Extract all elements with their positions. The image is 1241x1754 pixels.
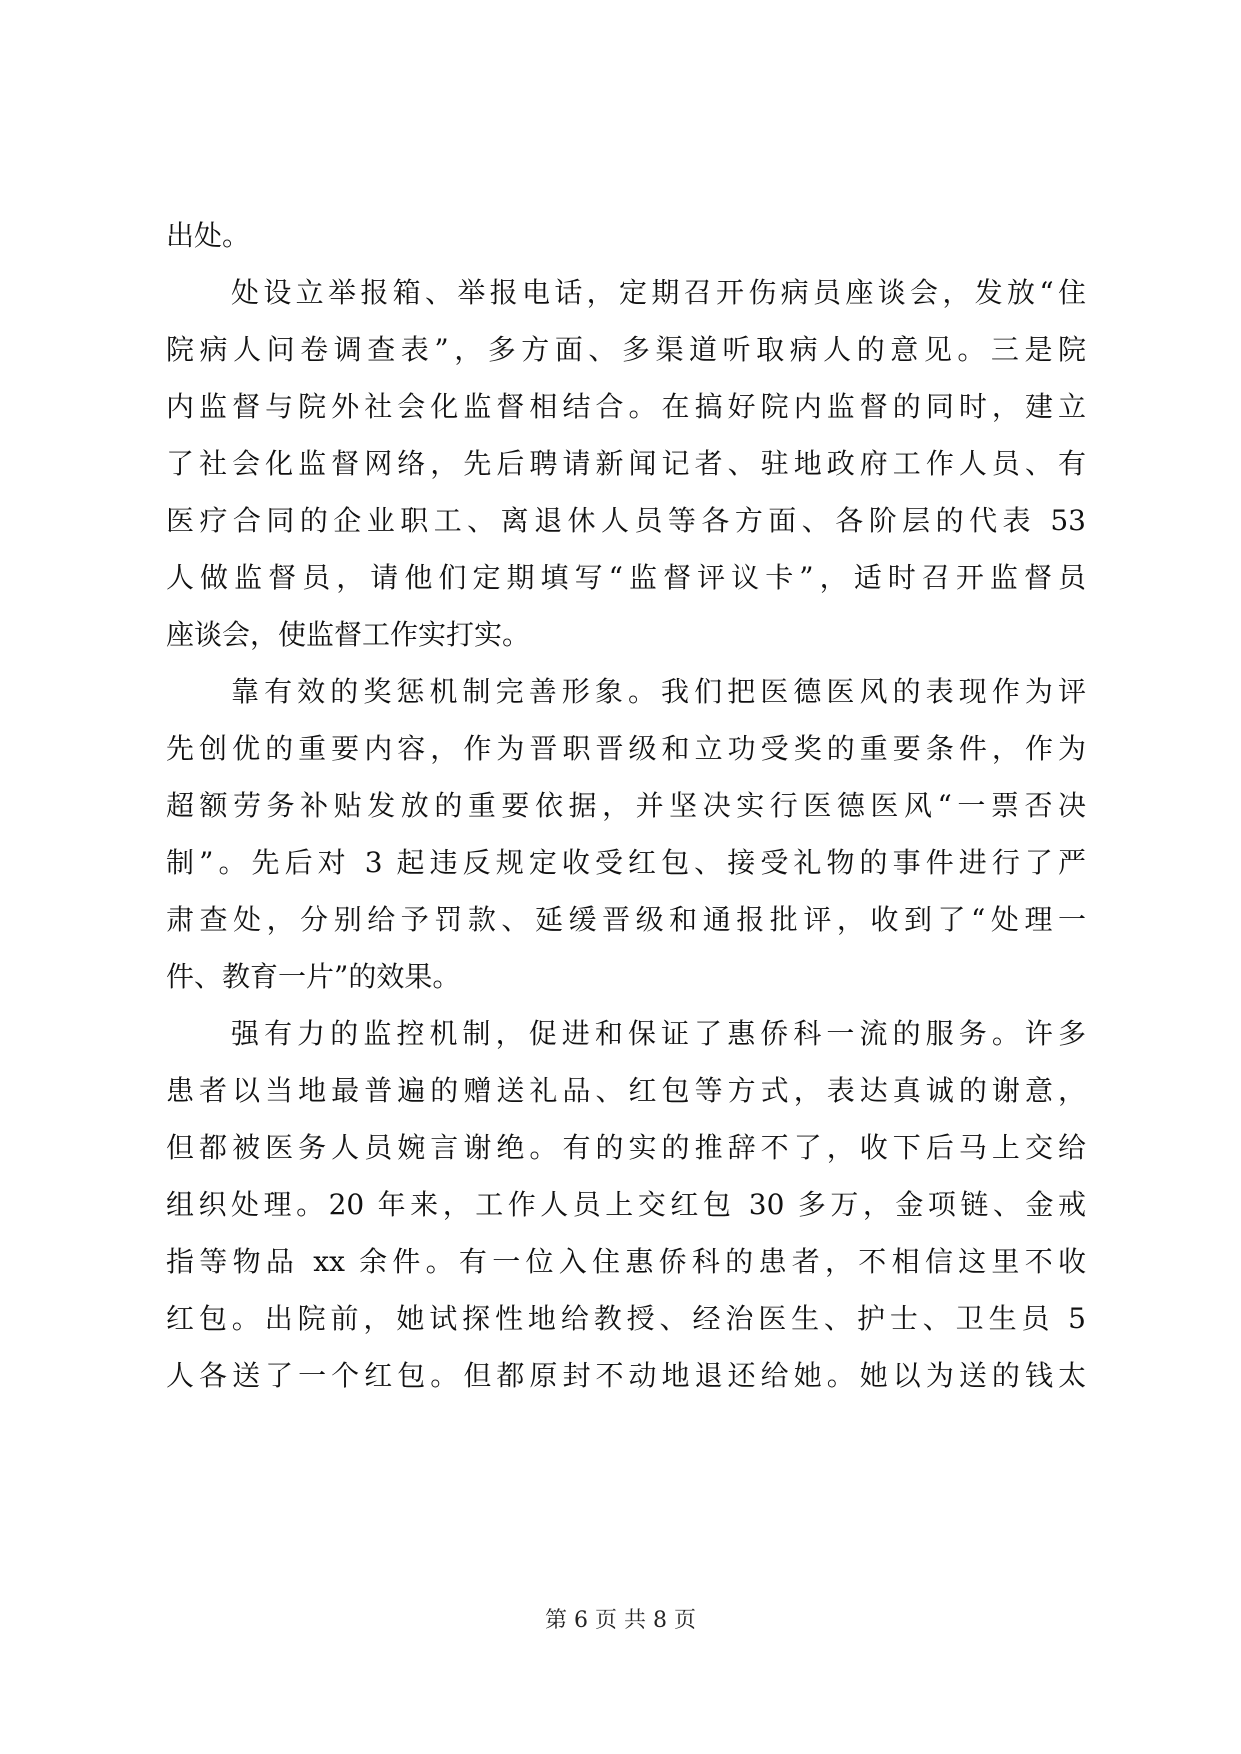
text-line: 院病人问卷调查表”，多方面、多渠道听取病人的意见。三是院: [166, 333, 1086, 366]
text-line: 红包。出院前，她试探性地给教授、经治医生、护士、卫生员 5: [166, 1302, 1086, 1335]
text-line: 内监督与院外社会化监督相结合。在搞好院内监督的同时，建立: [166, 390, 1086, 423]
text-line: 医疗合同的企业职工、离退休人员等各方面、各阶层的代表 53: [166, 504, 1086, 537]
text-line: 出处。: [166, 219, 251, 252]
text-line: 先创优的重要内容，作为晋职晋级和立功受奖的重要条件，作为: [166, 732, 1086, 765]
page-number-footer: 第 6 页 共 8 页: [545, 1608, 696, 1633]
text-line: 组织处理。20 年来，工作人员上交红包 30 多万，金项链、金戒: [166, 1188, 1086, 1221]
paragraph-first-line: 靠有效的奖惩机制完善形象。我们把医德医风的表现作为评: [231, 675, 1086, 708]
text-line: 但都被医务人员婉言谢绝。有的实的推辞不了，收下后马上交给: [166, 1131, 1086, 1164]
paragraph-first-line: 处设立举报箱、举报电话，定期召开伤病员座谈会，发放“住: [231, 276, 1086, 309]
text-line: 制”。先后对 3 起违反规定收受红包、接受礼物的事件进行了严: [166, 846, 1086, 879]
text-line: 座谈会，使监督工作实打实。: [166, 618, 531, 651]
paragraph-first-line: 强有力的监控机制，促进和保证了惠侨科一流的服务。许多: [231, 1017, 1086, 1050]
text-line: 了社会化监督网络，先后聘请新闻记者、驻地政府工作人员、有: [166, 447, 1086, 480]
text-line: 超额劳务补贴发放的重要依据，并坚决实行医德医风“一票否决: [166, 789, 1086, 822]
text-line: 人各送了一个红包。但都原封不动地退还给她。她以为送的钱太: [166, 1359, 1086, 1392]
text-line: 人做监督员，请他们定期填写“监督评议卡”，适时召开监督员: [166, 561, 1086, 594]
text-line: 肃查处，分别给予罚款、延缓晋级和通报批评，收到了“处理一: [166, 903, 1086, 936]
text-line: 件、教育一片”的效果。: [166, 960, 461, 993]
text-line: 指等物品 xx 余件。有一位入住惠侨科的患者，不相信这里不收: [166, 1245, 1086, 1278]
text-line: 患者以当地最普遍的赠送礼品、红包等方式，表达真诚的谢意，: [166, 1074, 1086, 1107]
